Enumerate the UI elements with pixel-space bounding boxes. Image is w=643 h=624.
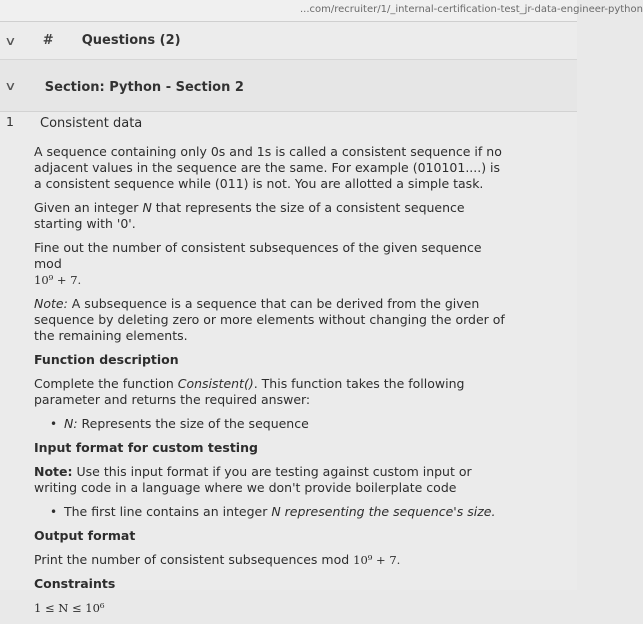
function-description-paragraph xyxy=(34,376,509,408)
given-var: N xyxy=(142,200,152,215)
note-paragraph xyxy=(34,296,509,344)
task-paragraph xyxy=(34,240,509,288)
note-text: A subsequence is a sequence that can be derived from the given sequence by deleting zero or more elements without changing the order of the remaining elements. xyxy=(34,296,505,343)
given-text-b: that represents the size of a consistent sequence starting with '0'. xyxy=(34,200,465,231)
list-item xyxy=(50,504,509,520)
constraints-value: 1 ≤ N ≤ 10⁶ xyxy=(34,601,105,615)
input-bullet-a: The first line contains an integer xyxy=(64,504,272,519)
output-paragraph xyxy=(34,552,509,568)
fd-function-name: Consistent() xyxy=(177,376,254,391)
section-title: Section: Python - Section 2 xyxy=(44,80,244,95)
question-body xyxy=(34,112,509,624)
note-label: Note: xyxy=(34,296,68,311)
input-note-text: Use this input format if you are testing against custom input or writing code in a language where we don't provide boilerplate code xyxy=(34,464,472,495)
chevron-down-icon[interactable]: ∨ xyxy=(4,78,17,93)
url-text: ...com/recruiter/1/_internal-certification-test_jr-data-engineer-python xyxy=(300,4,643,15)
list-item xyxy=(50,416,509,432)
input-format-heading: Input format for custom testing xyxy=(34,440,258,455)
section-header[interactable] xyxy=(0,60,577,112)
task-text: Fine out the number of consistent subsequences of the given sequence mod xyxy=(34,240,482,271)
questions-title: Questions (2) xyxy=(81,33,181,48)
bullet-icon: • xyxy=(50,417,58,431)
fd-text-a: Complete the function xyxy=(34,376,178,391)
input-bullet-b: N representing the sequence's size. xyxy=(271,504,496,519)
questions-header[interactable] xyxy=(0,22,577,60)
constraints-heading: Constraints xyxy=(34,576,116,591)
question-number: 1 xyxy=(6,114,14,129)
problem-paragraph: A sequence containing only 0s and 1s is called a consistent sequence if no adjacent values in the sequence are the same. For example (010101....) is a consistent sequence while (011) is not. You are allotted a simple task. xyxy=(34,144,502,191)
hash-column-label: # xyxy=(42,33,54,48)
fd-bullet-text: Represents the size of the sequence xyxy=(77,416,309,431)
input-note-paragraph xyxy=(34,464,509,496)
output-format-heading: Output format xyxy=(34,528,136,543)
function-description-heading: Function description xyxy=(34,352,179,367)
task-modulus: 10⁹ + 7. xyxy=(34,273,82,287)
given-paragraph xyxy=(34,200,509,232)
output-text: Print the number of consistent subsequences mod xyxy=(34,552,354,567)
input-note-label: Note: xyxy=(34,464,73,479)
question-name[interactable]: Consistent data xyxy=(40,116,143,131)
fd-text-b: . This function takes the following parameter and returns the required answer: xyxy=(34,376,465,407)
fd-bullet-var: N: xyxy=(64,416,78,431)
given-text-a: Given an integer xyxy=(34,200,143,215)
question-content xyxy=(0,112,577,615)
bullet-icon: • xyxy=(50,505,58,519)
browser-url-bar[interactable] xyxy=(0,0,643,22)
output-modulus: 10⁹ + 7. xyxy=(353,553,401,567)
chevron-down-icon[interactable]: ∨ xyxy=(4,33,17,48)
